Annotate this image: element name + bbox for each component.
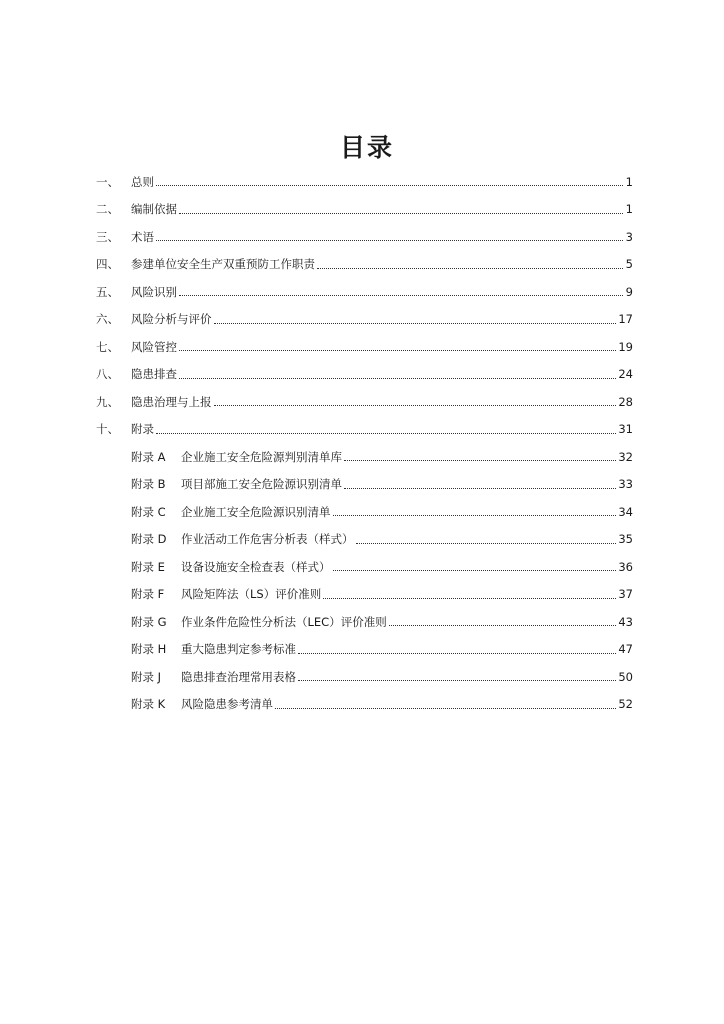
toc-entry[interactable] (96, 251, 633, 279)
toc-appendix-entry[interactable] (96, 443, 633, 471)
toc-entry-label: 编制依据 (131, 202, 177, 217)
toc-entry[interactable] (96, 388, 633, 416)
appendix-page: 50 (618, 669, 633, 684)
toc-entry-label: 隐患治理与上报 (131, 394, 212, 409)
appendix-code: 附录 F (131, 587, 165, 602)
dot-leader (179, 213, 623, 214)
toc-entry-label: 参建单位安全生产双重预防工作职责 (131, 257, 315, 272)
toc-entry-page: 5 (625, 257, 633, 272)
toc-entry[interactable] (96, 278, 633, 306)
toc-entry-number: 三、 (96, 229, 119, 244)
dot-leader (333, 570, 617, 571)
toc-entry-page: 19 (618, 339, 633, 354)
dot-leader (333, 515, 617, 516)
appendix-label: 风险隐患参考清单 (181, 697, 273, 712)
toc-entry-number: 六、 (96, 312, 119, 327)
toc-entry-label: 总则 (131, 174, 154, 189)
toc-entry-label: 风险分析与评价 (131, 312, 212, 327)
toc-entry-label: 风险识别 (131, 284, 177, 299)
toc-entry-page: 28 (618, 394, 633, 409)
toc-appendix-entry[interactable] (96, 608, 633, 636)
toc-entry[interactable] (96, 196, 633, 224)
dot-leader (298, 653, 616, 654)
dot-leader (317, 268, 623, 269)
appendix-page: 32 (618, 449, 633, 464)
toc-entry-number: 八、 (96, 367, 119, 382)
toc-entry[interactable] (96, 306, 633, 334)
appendix-code: 附录 E (131, 559, 165, 574)
toc-entry-label: 风险管控 (131, 339, 177, 354)
toc-entry-page: 9 (625, 284, 633, 299)
toc-entry-number: 四、 (96, 257, 119, 272)
toc-entry-number: 五、 (96, 284, 119, 299)
dot-leader (389, 625, 617, 626)
toc-appendix-entry[interactable] (96, 498, 633, 526)
appendix-page: 33 (618, 477, 633, 492)
appendix-label: 风险矩阵法（LS）评价准则 (181, 587, 322, 602)
appendix-label: 项目部施工安全危险源识别清单 (181, 477, 342, 492)
toc-appendix-entry[interactable] (96, 663, 633, 691)
appendix-page: 52 (618, 697, 633, 712)
toc-appendix-entry[interactable] (96, 636, 633, 664)
toc-entry-page: 1 (625, 202, 633, 217)
dot-leader (323, 598, 616, 599)
toc-entry-label: 隐患排查 (131, 367, 177, 382)
appendix-code: 附录 J (131, 669, 162, 684)
appendix-code: 附录 B (131, 477, 166, 492)
toc-entry-number: 二、 (96, 202, 119, 217)
appendix-label: 企业施工安全危险源判别清单库 (181, 449, 342, 464)
toc-appendix-entry[interactable] (96, 691, 633, 719)
appendix-code: 附录 D (131, 532, 167, 547)
toc-entry[interactable] (96, 361, 633, 389)
dot-leader (156, 185, 623, 186)
dot-leader (179, 295, 623, 296)
toc-appendix-entry[interactable] (96, 471, 633, 499)
appendix-page: 34 (618, 504, 633, 519)
appendix-code: 附录 A (131, 449, 166, 464)
toc-entry-page: 3 (625, 229, 633, 244)
appendix-page: 36 (618, 559, 633, 574)
toc-entry-label: 术语 (131, 229, 154, 244)
toc-entry-number: 十、 (96, 422, 119, 437)
appendix-label: 作业条件危险性分析法（LEC）评价准则 (181, 614, 387, 629)
toc-entry-number: 一、 (96, 174, 119, 189)
appendix-label: 作业活动工作危害分析表（样式） (181, 532, 354, 547)
appendix-page: 47 (618, 642, 633, 657)
dot-leader (356, 543, 617, 544)
dot-leader (344, 460, 616, 461)
appendix-code: 附录 G (131, 614, 167, 629)
dot-leader (214, 323, 617, 324)
appendix-page: 37 (618, 587, 633, 602)
appendix-code: 附录 K (131, 697, 166, 712)
toc-entry-number: 七、 (96, 339, 119, 354)
dot-leader (179, 378, 616, 379)
toc-entry-label: 附录 (131, 422, 154, 437)
toc-entry-page: 31 (618, 422, 633, 437)
toc-entry-page: 24 (618, 367, 633, 382)
toc-entry-number: 九、 (96, 394, 119, 409)
dot-leader (179, 350, 616, 351)
dot-leader (344, 488, 616, 489)
toc-entry[interactable] (96, 416, 633, 444)
appendix-label: 隐患排查治理常用表格 (181, 669, 296, 684)
appendix-label: 企业施工安全危险源识别清单 (181, 504, 331, 519)
appendix-code: 附录 H (131, 642, 167, 657)
appendix-page: 43 (618, 614, 633, 629)
dot-leader (156, 240, 623, 241)
appendix-code: 附录 C (131, 504, 166, 519)
toc-entry[interactable] (96, 223, 633, 251)
toc-entry-page: 17 (618, 312, 633, 327)
dot-leader (298, 680, 616, 681)
appendix-label: 重大隐患判定参考标准 (181, 642, 296, 657)
toc-appendix-entry[interactable] (96, 526, 633, 554)
toc-entry-page: 1 (625, 174, 633, 189)
appendix-label: 设备设施安全检查表（样式） (181, 559, 331, 574)
appendix-page: 35 (618, 532, 633, 547)
dot-leader (214, 405, 617, 406)
dot-leader (275, 708, 616, 709)
toc-list (96, 168, 633, 718)
dot-leader (156, 433, 616, 434)
toc-appendix-entry[interactable] (96, 581, 633, 609)
toc-entry[interactable] (96, 333, 633, 361)
toc-title: 目录 (339, 133, 394, 162)
toc-entry[interactable] (96, 168, 633, 196)
toc-appendix-entry[interactable] (96, 553, 633, 581)
